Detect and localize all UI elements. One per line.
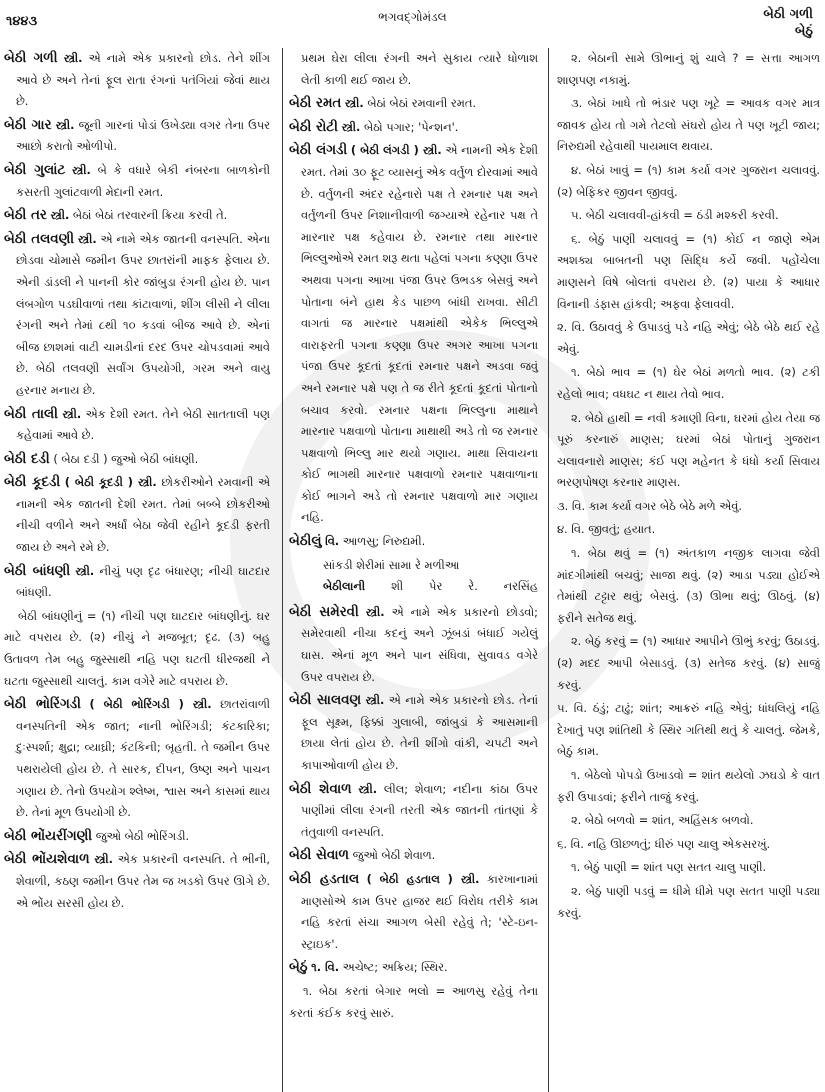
dictionary-entry <box>289 93 538 115</box>
sense-text: ૫. વિ. ઠંડું; ટાઢું; શાંત; આક્રરું નહિ એવું; ધાંધલિયું નહિ દેખાતું પણ શાંતિથી કે સ્થિર ગતિથી થતું કે ચાલતું. જેમકે, બેઠું કામ. <box>557 701 820 759</box>
sense-text: ૧. બેઠેલો પોપડો ઉખાડવો = શાંત થયેલો ઝઘડો કે વાત ફરી ઉપાડવાં; ફરીને તાજું કરવું. <box>557 768 820 804</box>
idiom-sense <box>557 857 820 879</box>
definition: જુઓ બેઠી શેવાળ. <box>352 848 436 863</box>
headword: બેઠીલું <box>289 534 322 550</box>
definition: ( બેઠા દડી ) જુઓ બેઠી બાંધણી. <box>53 451 199 466</box>
dictionary-entry <box>4 160 270 203</box>
idiom-sense <box>557 543 820 629</box>
dictionary-entry <box>289 779 538 844</box>
headword: બેઠી શેવાળ <box>289 781 352 797</box>
page-number: ૧૪૪૩ <box>6 14 38 29</box>
column-2 <box>282 48 544 1092</box>
sense-text: ૨. બેઠો બળવો = શાંત, અહિંસક બળવો. <box>571 813 754 828</box>
quote-line-2 <box>323 576 538 598</box>
sense-text: ૫. બેઠી ચલાવવી-હાંકવી = ઠંડી મશ્કરી કરવી. <box>571 208 779 223</box>
headword: બેઠી બાંધણી <box>4 563 71 579</box>
definition: એક પ્રકારની વનસ્પતિ. તે ભીની, શેવાળી, કઠણ જમીન ઉપર તેમ જ ખડકો ઉપર ઊગે છે. એ ભોંય સરસી હોય છે. <box>16 852 270 910</box>
numbered-sense <box>557 519 820 541</box>
definition: નીચું પણ દૃઢ બંધારણ; નીચી ઘાટદાર બાંધણી. <box>16 563 271 600</box>
column-3 <box>548 48 820 1092</box>
part-of-speech: સ્ત્રી. <box>50 208 70 223</box>
dictionary-entry <box>4 449 270 471</box>
definition: કારખાનામાં માણસોએ કામ ઉપર હાજર થઈ વિરોધ તરીકે કામ નહિ કરતાં સંચા આગળ બેસી રહેવું તે; 'સ્ટે-ઇન-સ્ટ્રાઇક'. <box>301 871 538 951</box>
headword: બેઠી હડતાલ <box>289 871 360 887</box>
guide-word-first: બેઠી ગળી <box>763 7 813 22</box>
dictionary-entry <box>289 140 538 529</box>
dictionary-entry <box>4 205 270 227</box>
sense-text: ૧. બેઠું પાણી = શાંત પણ સતત ચાલુ પાણી. <box>571 860 767 875</box>
part-of-speech: સ્ત્રી. <box>75 563 95 578</box>
quote-line-1: સાંકડી શેરીમાં સામા રે મળીઆ <box>323 557 460 572</box>
definition: એ નામની એક દેશી રમત. તેમાં ૩૦ ફૂટ વ્યાસનું એક વર્તુળ દોરવામાં આવે છે. વર્તુળની અંદર રહેનારો પક્ષ તે રમનાર પક્ષ અને વર્તુળની ઉપર નિશાનીવાળી જગ્યાએ રહેનાર પક્ષ તે મારનાર પક્ષ કહેવાય છે. રમનાર તથા મારનાર ભિલ્લુઓએ રમત શરૂ થતા પહેલાં પગના કણ્ણા ઉપર અથવા પગના આખા પંજા ઉપર ઉભડક બેસવું અને પોતાના બંને હાથ કેડ પાછળ બાંધી રાખવા. સીટી વાગતાં જ મારનાર પક્ષમાંથી એકેક ભિલ્લુએ વારાફરતી પગના કણ્ણા ઉપર અગર આખા પગના પંજા ઉપર કૂદતાં કૂદતાં રમનાર પક્ષને અડવા જવું અને રમનાર પક્ષે પણ તે જ રીતે કૂદતાં કૂદતાં પોતાનો બચાવ કરવો. રમનાર પક્ષના ભિલ્લુના માથાને મારનાર પક્ષવાળો પોતાના માથાથી અડે તો જ રમનાર પક્ષવાળો ભિલ્લુ માર થયો ગણાય. માથા સિવાયના કોઈ ભાગથી મારનાર પક્ષવાળો રમનાર પક્ષવાળાના કોઈ ભાગને અડે તો રમનાર પક્ષવાળો માર ગણાય નહિ. <box>301 143 538 525</box>
quote-author: નરસિંહ <box>503 579 538 594</box>
continued-text <box>289 48 538 91</box>
headword: બેઠી સમેરવી <box>289 604 359 620</box>
part-of-speech: સ્ત્રી. <box>358 781 378 796</box>
definition: બેઠો પગાર; 'પેન્શન'. <box>364 119 459 134</box>
definition: જુઓ બેઠી ભોરિંગડી. <box>95 828 190 843</box>
idiom-sense <box>4 606 270 692</box>
sense-text: ૨. વિ. ઉઠાવવું કે ઉપાડવું પડે નહિ એવું; બેઠે બેઠે થઈ રહે એવું. <box>557 320 820 356</box>
headword: બેઠી તર <box>4 208 47 224</box>
definition: એક દેશી રમત. તેને બેઠી સાતતાલી પણ કહેવામાં આવે છે. <box>16 406 270 443</box>
dictionary-entry <box>4 48 270 113</box>
dictionary-entry <box>4 115 270 158</box>
definition: એ નામે એક પ્રકારનો છોડવો; સમેરવાથી નીચા કદનું અને ઝૂંબડાં બંધાઈ ગયેલું ઘાસ. એનાં મૂળ અને પાન સંધિવા, સુવાવડ વગેરે ઉપર વપરાય છે. <box>301 604 539 684</box>
part-of-speech: સ્ત્રી. <box>365 604 385 619</box>
part-of-speech: વિ. <box>325 534 340 549</box>
dictionary-entry <box>4 826 270 848</box>
headword: બેઠી કૂદડી <box>4 475 61 491</box>
definition: એ નામે એક જાતની વનસ્પતિ. એના છોડવા ચોમાસે જમીન ઉપર છાતરાંની માફક ફેલાય છે. એની ડાંડલી ને પાનની કોર જાંબુડા રંગની હોય છે. પાન લંબગોળ પડઘીવાળાં તથા કાંટાવાળાં, શીંગ લીસી ને લીલા રંગની અને તેમાં ૮થી ૧૦ કડવાં બીજ આવે છે. એનાં બીજ છાશમાં વાટી ચામડીનાં દરદ ઉપર ચોપડવામાં આવે છે. બેઠી તલવણી સર્વાંગ ઉપયોગી, ગરમ અને વાયુ હરનાર મનાય છે. <box>16 231 270 397</box>
idiom-sense <box>557 229 820 315</box>
dictionary-entry <box>289 690 538 776</box>
quotation <box>289 555 538 598</box>
sense-text: ૨. બેઠું કરવું = (૧) આધાર આપીને ઊભું કરવું; ઉઠાડવું. (૨) મદદ આપી બેસાડવું. (૩) સતેજ કરવું. (૪) સાજું કરવું. <box>557 634 820 692</box>
dictionary-entry <box>289 117 538 139</box>
idiom-sense <box>557 810 820 832</box>
part-of-speech: સ્ત્રી. <box>55 117 75 132</box>
sense-text: પ્રથમ ઘેરા લીલા રંગની અને સુકાય ત્યારે ધોળાશ લેતી કાળી થઈ જાય છે. <box>301 51 538 87</box>
sense-text: ૬. બેઠું પાણી ચલાવવું = (૧) કોઈ ન જાણે એમ અશક્ય બાબતની પણ સિદ્ધિ કર્યે જવી. પહોંચેલા માણસને વિષે બોલતાં વપરાય છે. (૨) પાયા કે આધાર વિનાની ડંફાસ હાંકવી; અફવા ફેલાવવી. <box>557 231 820 311</box>
sense-text: ૩. બેઠાં ખાધે તો ભંડાર પણ ખૂટે = આવક વગર માત્ર જાવક હોય તો ગમે તેટલો સંઘરો હોય તે પણ ખૂટી જાય; નિરુદ્યમી રહેવાથી પાયમાલ થવાય. <box>557 96 820 154</box>
part-of-speech: ( બેઠી કૂદડી ) સ્ત્રી. <box>64 475 157 490</box>
part-of-speech: ૧. વિ. <box>311 960 340 975</box>
idiom-sense <box>557 881 820 924</box>
sense-text: ૩. વિ. કામ કર્યા વગર બેઠે બેઠે મળે એવું. <box>557 498 743 513</box>
definition: એ નામે એક પ્રકારનો છોડ. તેને શીંગ આવે છે અને તેનાં ફૂલ રાતા રંગનાં પતંગિયાં જેવાં થાય છે. <box>16 51 270 109</box>
part-of-speech: સ્ત્રી. <box>365 693 385 708</box>
dictionary-columns <box>0 48 825 1092</box>
dictionary-entry <box>289 602 538 688</box>
numbered-sense <box>557 834 820 856</box>
idiom-sense <box>557 48 820 91</box>
definition: એ નામે એક પ્રકારનો છોડ. તેનાં ફૂલ સૂક્ષ્મ, ફિક્કાં ગુલાબી, જાંબુડાં કે આસમાની છાયા લેતાં હોય છે. તેની શીંગો વાંકી, ચપટી અને કાપાઓવાળી હોય છે. <box>301 693 539 772</box>
guide-word-last: બેઠું <box>794 24 813 39</box>
definition: અચેષ્ટ; અક્રિય; સ્થિર. <box>342 960 448 975</box>
idiom-sense <box>289 981 538 1024</box>
idiom-sense <box>557 631 820 696</box>
idiom-sense <box>557 765 820 808</box>
dictionary-entry <box>4 472 270 558</box>
headword: બેઠી તલવણી <box>4 231 75 247</box>
headword: બેઠી સેવાળ <box>289 848 349 864</box>
idiom-sense <box>557 205 820 227</box>
sense-text: ૨. બેઠું પાણી પડવું = ધીમે ધીમે પણ સતત પાણી પડ્યા કરવું. <box>557 883 820 920</box>
sense-text: ૧. બેઠા થવું = (૧) અંતકાળ નજીક લાગવા જેવી માંદગીમાંથી બચવું; સાજા થવું. (૨) આડા પડ્યા હોઈએ તેમાંથી ટટ્ટાર થવું; બેસવું. (૩) ઊભા થવું; ઊઠવું. (૪) ફરીને સતેજ થવું. <box>557 546 820 625</box>
part-of-speech: સ્ત્રી. <box>71 162 91 177</box>
definition: બે કે વધારે બેકી નંબરના બાળકોની કસરતી ગુલાંટવાળી મેદાની રમત. <box>16 162 271 199</box>
definition: જૂની ગારનાં પોડાં ઉખેડ્યા વગર તેના ઉપર આછો કરાતો ઓળીપો. <box>16 117 270 154</box>
idiom-sense <box>557 408 820 494</box>
definition: આળસુ; નિરુદ્યમી. <box>342 534 426 549</box>
guide-words <box>763 6 813 40</box>
part-of-speech: સ્ત્રી. <box>341 119 361 134</box>
definition: બેઠાં બેઠાં તરવારની ક્રિયા કરવી તે. <box>72 208 228 223</box>
idiom-sense <box>557 93 820 158</box>
part-of-speech: સ્ત્રી. <box>62 406 82 421</box>
sense-text: ૧. બેઠો ભાવ = (૧) ઘેર બેઠાં મળતો ભાવ. (૨) ટકી રહેલો ભાવ; વધઘટ ન થાય તેવો ભાવ. <box>557 365 820 401</box>
headword: બેઠી સાલવણ <box>289 693 362 709</box>
part-of-speech: ( બેઠી ભોરિંગડી ) સ્ત્રી. <box>89 697 212 712</box>
headword: બેઠી ભોંયરીંગણી <box>4 828 93 844</box>
numbered-sense <box>557 317 820 360</box>
dictionary-entry <box>4 849 270 914</box>
headword: બેઠી રોટી <box>289 119 338 135</box>
sense-text: ૬. વિ. નહિ ઊછળતું; ધીરું પણ ચાલુ એકસરખું. <box>557 836 771 851</box>
part-of-speech: ( બેઠી લંગડી ) સ્ત્રી. <box>350 143 442 158</box>
numbered-sense <box>557 698 820 763</box>
headword: બેઠી ગુલાંટ <box>4 162 66 178</box>
numbered-sense <box>557 496 820 518</box>
headword: બેઠું <box>289 960 308 976</box>
part-of-speech: સ્ત્રી. <box>77 231 97 246</box>
headword: બેઠી દડી <box>4 451 50 467</box>
definition: છાતરાંવાળી વનસ્પતિની એક જાત; નાની ભોરિંગડી; કંટકારિકા; દુઃસ્પર્શા; ક્ષુદ્રા; વ્યાઘ્રી; કંટકિની; બૃહતી. તે જમીન ઉપર પથરાયેલી હોય છે. તે સારક, દીપન, ઉષ્ણ અને પાચન ગણાય છે. તેનો ઉપયોગ શ્લેષ્મ, શ્વાસ અને કાસમાં થાય છે. તેનાં મૂળ ઉપયોગી છે. <box>16 697 270 820</box>
part-of-speech: સ્ત્રી. <box>94 852 114 867</box>
sense-text: ૪. વિ. જીવતું; હયાત. <box>557 522 656 537</box>
sense-text: ૨. બેઠાની સામે ઊભાનું શું ચાલે ? = સત્તા આગળ શાણપણ નકામું. <box>557 51 820 87</box>
headword: બેઠી ભોંયશેવાળ <box>4 852 90 868</box>
dictionary-entry <box>4 694 270 824</box>
quote-word: બેઠીલાની <box>323 579 366 594</box>
headword: બેઠી ગાર <box>4 117 52 133</box>
part-of-speech: સ્ત્રી. <box>63 51 83 65</box>
sense-text: ૪. બેઠાં ખાવું = (૧) કામ કર્યા વગર ગુજરાન ચલાવવું. (૨) બેફિકર જીવન જીવવું. <box>557 162 820 199</box>
headword: બેઠી રમત <box>289 96 342 112</box>
dictionary-entry <box>289 531 538 553</box>
definition: લીલ; શેવાળ; નદીના કાંઠા ઉપર પાણીમાં લીલા રંગની તરતી એક જાતની તાંતણાં કે તંતુવાળી વનસ્પતિ. <box>301 781 538 839</box>
dictionary-entry <box>4 561 270 604</box>
sense-text: બેઠી બાંધણીનું = (૧) નીચી પણ ઘાટદાર બાંધણીનું. ઘર માટે વપરાય છે. (૨) નીચું ને મજબૂત; દૃઢ. (૩) બહુ ઉતાવળ તેમ બહુ જુસ્સાથી નહિ પણ ઘટતી ધીરજથી ને ઘટતા જુસ્સાથી ચાલતું. કામ વગેરે માટે વપરાય છે. <box>4 608 270 688</box>
headword: બેઠી ભોરિંગડી <box>4 697 81 713</box>
headword: બેઠી તાલી <box>4 406 58 422</box>
dictionary-entry <box>4 404 270 447</box>
headword: બેઠી ગળી <box>4 51 58 66</box>
dictionary-entry <box>289 957 538 979</box>
quote-word: શી <box>391 579 404 594</box>
quote-word: પેર <box>429 579 443 594</box>
idiom-sense <box>557 160 820 203</box>
column-1 <box>4 48 276 1092</box>
headword: બેઠી લંગડી <box>289 143 348 159</box>
definition: બેઠાં બેઠાં રમવાની રમત. <box>367 96 477 111</box>
running-title: ભગવદ્ગોમંડલ <box>378 10 447 24</box>
dictionary-entry <box>289 869 538 955</box>
quote-word: રે. <box>468 579 478 594</box>
dictionary-entry <box>289 845 538 867</box>
sense-text: ૧. બેઠા કરતાં બેગાર ભલો = આળસુ રહેવું તેના કરતાં કંઈક કરવું સારું. <box>289 983 538 1020</box>
part-of-speech: સ્ત્રી. <box>344 96 364 111</box>
page-header <box>0 0 825 44</box>
part-of-speech: ( બેઠી હડતાલ ) સ્ત્રી. <box>366 871 480 886</box>
definition: છોકરીઓને રમવાની એ નામની એક જાતની દેશી રમત. તેમાં બબ્બે છોકરીઓ નીચી વળીને અને અર્ધાં બેઠા જેવી રહીને કૂદડી ફરતી જાય છે અને રમે છે. <box>16 475 270 555</box>
sense-text: ૨. બેઠો હાથી = નવી કમાણી વિના, ઘરમાં હોય તેયા જ પૂરું કરનારું માણસ; ઘરમાં બેઠાં પોતાનું ગુજરાન ચલાવનારો માણસ; કંઈ પણ મહેનત કે ધંધો કર્યા સિવાય ભરણપોષણ કરનાર માણસ. <box>557 410 820 490</box>
dictionary-entry <box>4 229 270 402</box>
idiom-sense <box>557 362 820 405</box>
